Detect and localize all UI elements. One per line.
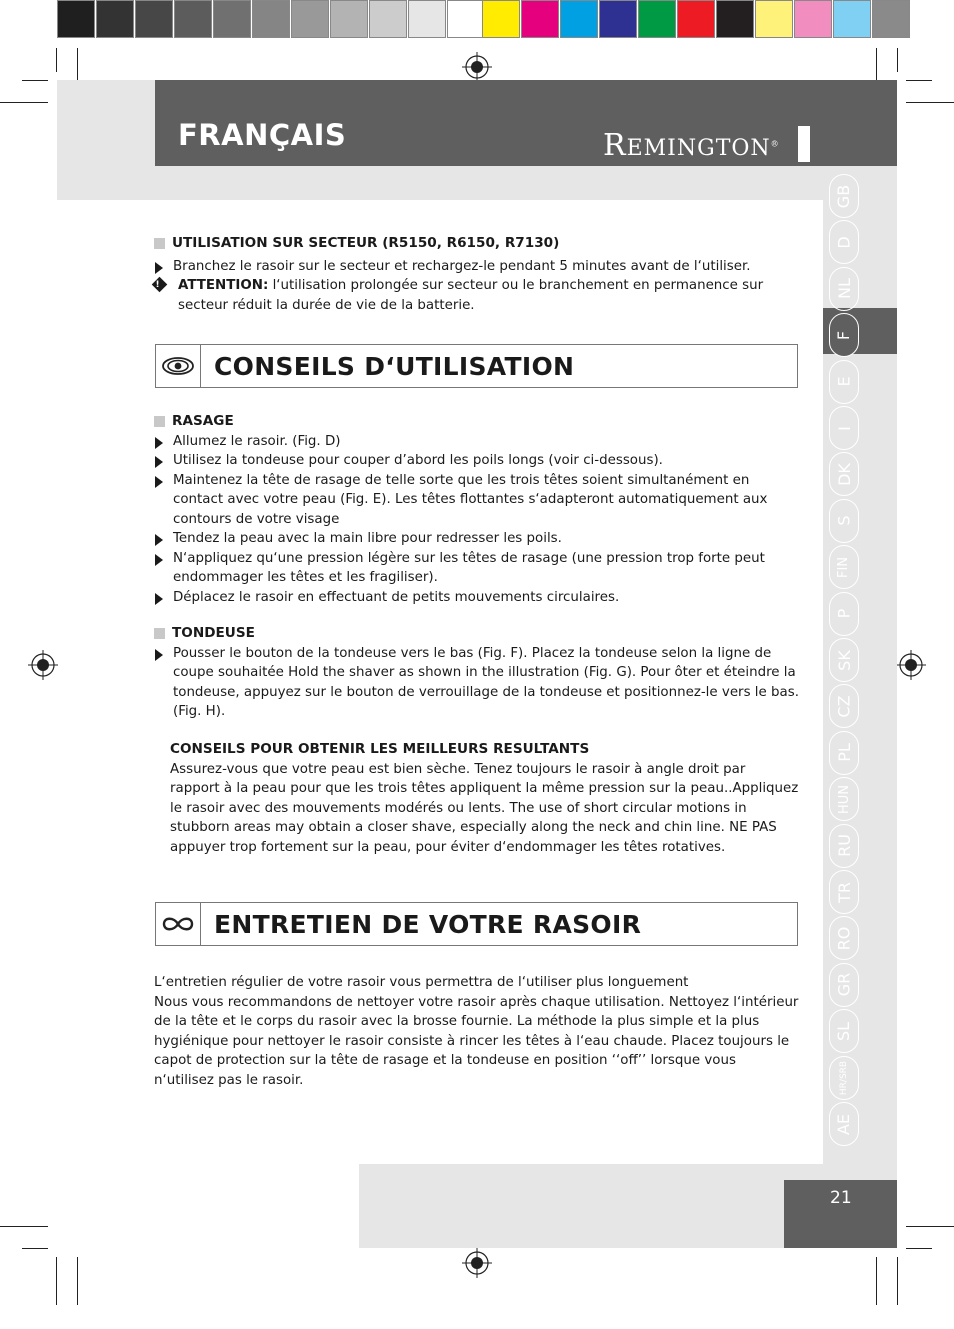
tab-language-p[interactable]	[829, 592, 859, 636]
tab-label: TR	[834, 881, 854, 903]
conseils-block	[154, 740, 799, 857]
grey-swatch	[447, 0, 485, 38]
color-swatch	[599, 0, 637, 38]
tab-label: GB	[834, 184, 854, 208]
triangle-bullet-icon	[155, 437, 163, 449]
grey-swatch	[369, 0, 407, 38]
registration-mark-icon	[896, 650, 926, 680]
triangle-bullet-icon	[155, 476, 163, 488]
section-title: CONSEILS D‘UTILISATION	[214, 352, 575, 381]
crop-mark	[0, 1226, 48, 1227]
color-swatch	[482, 0, 520, 38]
attention-label: ATTENTION:	[178, 278, 269, 293]
language-title: FRANÇAIS	[178, 118, 347, 152]
tab-label: S	[834, 515, 854, 526]
list-item-text: Tendez la peau avec la main libre pour redresser les poils.	[173, 531, 562, 546]
tab-language-gr[interactable]	[829, 963, 859, 1007]
crop-mark	[0, 102, 48, 103]
tab-language-cz[interactable]	[829, 684, 859, 728]
color-swatch	[677, 0, 715, 38]
tab-label: FIN	[836, 556, 852, 578]
crop-mark	[906, 80, 932, 81]
tondeuse-block	[154, 624, 799, 722]
tondeuse-heading-text: TONDEUSE	[172, 625, 255, 641]
crop-mark	[906, 1248, 932, 1249]
grey-swatch	[291, 0, 329, 38]
brand-logo-text: EMINGTON	[626, 136, 771, 161]
tab-label: PL	[834, 743, 854, 763]
list-item-text: Pousser le bouton de la tondeuse vers le bas (Fig. F). Placez la tondeuse selon la ligne de coupe souhaitée Hold the shaver as shown in the illustration (Fig. G). Pour ôter et éteindre la tondeuse, appuyez sur le bouton de verrouillage de la tondeuse et positionnez-le vers le bas. (Fig. H).	[173, 645, 799, 719]
triangle-bullet-icon	[155, 262, 163, 274]
attention-text: l‘utilisation prolongée sur secteur ou le branchement en permanence sur secteur réduit la durée de vie de la batterie.	[178, 278, 764, 313]
entretien-paragraph: Nous vous recommandons de nettoyer votre rasoir après chaque utilisation. Nettoyez l‘intérieur de la tête et le corps du rasoir avec la brosse fournie. La méthode la plus simple et la plus hygiénique pour nettoyer le rasoir consiste à rincer les têtes à l‘eau chaude. Placez toujours le capot de protection sur la tête de rasage et la tondeuse en position ‘‘off’’ lorsque vous n‘utilisez pas le rasoir.	[154, 994, 799, 1088]
square-bullet-icon	[154, 238, 165, 249]
entretien-block	[154, 973, 799, 1090]
grey-calibration-strip	[57, 0, 486, 38]
tab-language-hr-srb[interactable]	[829, 1056, 859, 1100]
crop-mark	[22, 1248, 48, 1249]
color-swatch	[521, 0, 559, 38]
tab-label: RU	[834, 834, 854, 858]
color-calibration-strip	[482, 0, 911, 38]
crop-mark	[876, 1257, 877, 1305]
crop-mark	[906, 1226, 954, 1227]
tab-label: E	[834, 376, 854, 387]
grey-swatch	[57, 0, 95, 38]
page-number: 21	[830, 1188, 852, 1208]
tab-label: NL	[834, 278, 854, 300]
tab-language-ru[interactable]	[829, 824, 859, 868]
tab-language-ro[interactable]	[829, 916, 859, 960]
brand-logo	[603, 128, 780, 163]
tab-label: RO	[834, 926, 854, 951]
crop-mark	[906, 102, 954, 103]
warning-icon	[152, 277, 168, 293]
tab-label: GR	[834, 973, 854, 997]
tab-language-fin[interactable]	[829, 545, 859, 589]
registration-mark-icon	[28, 650, 58, 680]
entretien-intro: L‘entretien régulier de votre rasoir vous permettra de l‘utiliser plus longuement	[154, 975, 689, 990]
list-item	[154, 471, 799, 530]
rasage-heading-text: RASAGE	[172, 413, 234, 429]
list-item-text: Utilisez la tondeuse pour couper d’abord les poils longs (voir ci-dessous).	[173, 453, 663, 468]
square-bullet-icon	[154, 628, 165, 639]
list-item	[154, 644, 799, 722]
list-item	[154, 588, 799, 608]
crop-mark	[56, 48, 57, 72]
list-item-text: Maintenez la tête de rasage de telle sorte que les trois têtes soient simultanément en contact avec votre peau (Fig. E). Les têtes flottantes s‘adapteront automatiquement aux contours de votre visage	[173, 472, 768, 527]
tab-language-ae[interactable]	[829, 1102, 859, 1146]
grey-swatch	[252, 0, 290, 38]
brand-logo-initial: R	[603, 128, 627, 163]
list-item	[154, 257, 799, 277]
brand-logo-bar	[798, 126, 810, 162]
crop-mark	[56, 1257, 57, 1305]
attention-note	[154, 276, 799, 315]
tab-label: F	[834, 330, 854, 340]
section-header-conseils	[155, 344, 798, 388]
tab-language-i[interactable]	[829, 406, 859, 450]
grey-swatch	[174, 0, 212, 38]
color-swatch	[638, 0, 676, 38]
section-header-entretien	[155, 902, 798, 946]
tab-label: SK	[834, 649, 854, 671]
list-item	[154, 529, 799, 549]
rasage-block	[154, 412, 799, 607]
section-title: ENTRETIEN DE VOTRE RASOIR	[214, 910, 642, 939]
tondeuse-heading	[154, 624, 799, 644]
tab-language-f[interactable]	[829, 313, 859, 357]
crop-mark	[22, 80, 48, 81]
list-item-text: Déplacez le rasoir en effectuant de petits mouvements circulaires.	[173, 589, 620, 605]
tab-label: DK	[834, 462, 854, 486]
conseils-heading: CONSEILS POUR OBTENIR LES MEILLEURS RESULTANTS	[170, 741, 590, 757]
tab-language-s[interactable]	[829, 499, 859, 543]
eye-icon	[156, 345, 201, 387]
grey-swatch	[213, 0, 251, 38]
triangle-bullet-icon	[155, 593, 163, 605]
tab-label: I	[834, 425, 854, 431]
tab-label: D	[834, 236, 854, 249]
tab-language-nl[interactable]	[829, 267, 859, 311]
tab-language-e[interactable]	[829, 360, 859, 404]
color-swatch	[794, 0, 832, 38]
grey-swatch	[135, 0, 173, 38]
square-bullet-icon	[154, 416, 165, 427]
secteur-heading	[154, 234, 799, 254]
tab-language-tr[interactable]	[829, 870, 859, 914]
secteur-heading-text: UTILISATION SUR SECTEUR (R5150, R6150, R7130)	[172, 235, 560, 251]
grey-swatch	[330, 0, 368, 38]
conseils-text: Assurez-vous que votre peau est bien sèche. Tenez toujours le rasoir à angle droit par rapport à la peau pour que les trois têtes appliquent la même pression sur la peau..Appliquez le rasoir avec des mouvements modérés ou lents. The use of short circular motions in stubborn areas may obtain a closer shave, especially along the neck and chin line. NE PAS appuyer trop fortement sur la peau, pour éviter d‘endommager les têtes rotatives.	[170, 761, 799, 855]
grey-swatch	[96, 0, 134, 38]
color-swatch	[716, 0, 754, 38]
rasage-list	[154, 432, 799, 608]
color-swatch	[560, 0, 598, 38]
triangle-bullet-icon	[155, 649, 163, 661]
color-swatch	[755, 0, 793, 38]
triangle-bullet-icon	[155, 554, 163, 566]
tab-label: HUN	[836, 784, 852, 814]
tab-language-pl[interactable]	[829, 731, 859, 775]
tab-label: HR/SRB	[839, 1060, 850, 1095]
color-swatch	[872, 0, 910, 38]
tab-language-gb[interactable]	[829, 174, 859, 218]
triangle-bullet-icon	[155, 456, 163, 468]
crop-mark	[77, 1257, 78, 1305]
list-item	[154, 432, 799, 452]
tab-label: P	[834, 608, 854, 619]
tab-language-hun[interactable]	[829, 777, 859, 821]
rasage-heading	[154, 412, 799, 432]
brand-logo-registered-mark: ®	[770, 139, 780, 149]
registration-mark-icon	[462, 52, 492, 82]
registration-mark-icon	[462, 1248, 492, 1278]
list-item-text: Branchez le rasoir sur le secteur et rechargez-le pendant 5 minutes avant de l‘utiliser.	[173, 258, 751, 274]
crop-mark	[897, 48, 898, 72]
tab-label: SL	[834, 1021, 854, 1041]
tab-language-sl[interactable]	[829, 1009, 859, 1053]
list-item	[154, 549, 799, 588]
page-content	[154, 234, 799, 315]
triangle-bullet-icon	[155, 534, 163, 546]
grey-swatch	[408, 0, 446, 38]
color-swatch	[833, 0, 871, 38]
tab-language-sk[interactable]	[829, 638, 859, 682]
list-item-text: N‘appliquez qu‘une pression légère sur les têtes de rasage (une pression trop forte peut endommager les têtes et les fragiliser).	[173, 550, 765, 585]
list-item	[154, 451, 799, 471]
tab-label: AE	[834, 1113, 854, 1135]
tab-label: CZ	[834, 695, 854, 718]
crop-mark	[897, 1257, 898, 1305]
tab-language-d[interactable]	[829, 220, 859, 264]
list-item-text: Allumez le rasoir. (Fig. D)	[173, 433, 341, 449]
infinity-icon	[156, 903, 201, 945]
tab-language-dk[interactable]	[829, 452, 859, 496]
